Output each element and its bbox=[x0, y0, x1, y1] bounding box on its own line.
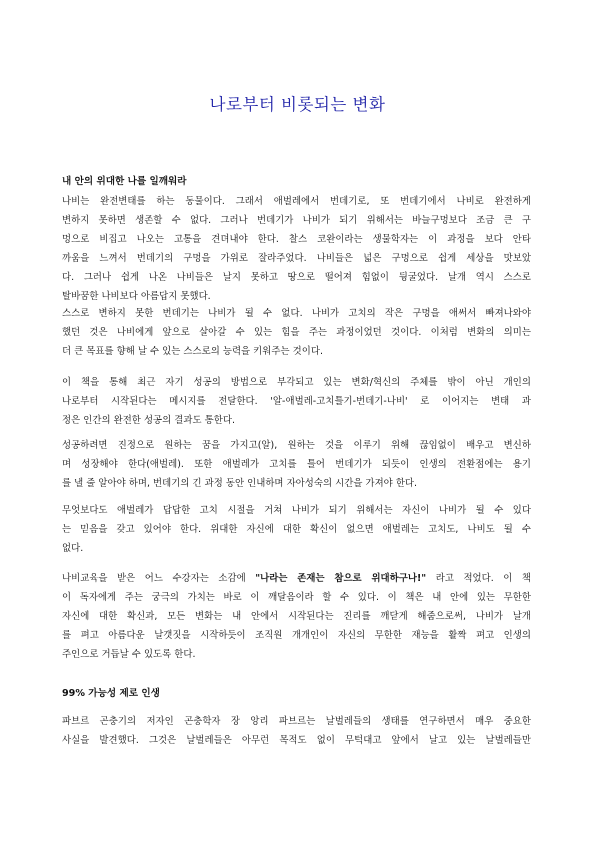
section-heading: 99% 가능성 제로 인생 bbox=[62, 688, 160, 699]
text-line: 자신에 대한 확신과, 모든 변화는 내 안에서 시작된다는 진리를 깨닫게 해줌으로써, 나비가 날개 bbox=[62, 611, 531, 622]
text-line: 다. 그러나 쉽게 나온 나비들은 날지 못하고 땅으로 떨어져 힘없이 뒹굴었다. 날개 역시 스스로 bbox=[62, 272, 531, 283]
text-line: 없다. bbox=[62, 543, 84, 554]
text-line: 나비교육을 받은 어느 수강자는 소감에 "나라는 존재는 참으로 위대하구나!" 라고 적었다. 이 책 bbox=[62, 573, 531, 584]
text-line: 했던 것은 나비에게 앞으로 살아갈 수 있는 힘을 주는 과정이었던 것이다. 이처럼 변화의 의미는 bbox=[62, 327, 531, 338]
text-line: 며 성장해야 한다(애벌레). 또한 애벌레가 고치를 틀어 번데기가 되듯이 인생의 전환점에는 용기 bbox=[62, 459, 531, 470]
text-line: 탈바꿈한 나비보다 아름답지 못했다. bbox=[62, 291, 211, 302]
text-line: 스스로 변하지 못한 번데기는 나비가 될 수 없다. 나비가 고치의 작은 구멍을 애써서 빠져나와야 bbox=[62, 308, 531, 319]
text-line: 이 책을 통해 최근 자기 성공의 방법으로 부각되고 있는 변화/혁신의 주체를 밖이 아닌 개인의 bbox=[62, 377, 531, 388]
paragraph bbox=[62, 712, 531, 750]
emphasized-quote: "나라는 존재는 참으로 위대하구나!" bbox=[255, 573, 427, 584]
paragraph bbox=[62, 569, 531, 664]
text-line: 이 독자에게 주는 궁극의 가치는 바로 이 깨달음이라 할 수 있다. 이 책은 내 안에 있는 무한한 bbox=[62, 592, 531, 603]
text-line: 까움을 느껴서 번데기의 구멍을 가위로 잘라주었다. 나비들은 넓은 구멍으로 쉽게 세상을 맛보았 bbox=[62, 253, 531, 264]
text-line: 멍으로 비집고 나오는 고통을 견뎌내야 한다. 찰스 코완이라는 생물학자는 이 과정을 보다 안타 bbox=[62, 234, 531, 245]
paragraph bbox=[62, 192, 531, 306]
text-line: 주인으로 거듭날 수 있도록 한다. bbox=[62, 649, 196, 660]
text-line: 더 큰 목표를 향해 날 수 있는 스스로의 능력을 키워주는 것이다. bbox=[62, 346, 323, 357]
text-line: 나비는 완전변태를 하는 동물이다. 그래서 애벌레에서 번데기로, 또 번데기에서 나비로 완전하게 bbox=[62, 196, 531, 207]
text-line: 를 낼 줄 알아야 하며, 번데기의 긴 과정 동안 인내하며 자아성숙의 시간을 가져야 한다. bbox=[62, 478, 418, 489]
paragraph bbox=[62, 436, 531, 493]
section-heading: 내 안의 위대한 나를 일깨워라 bbox=[62, 176, 187, 187]
text-line: 성공하려면 진정으로 원하는 꿈을 가지고(알), 원하는 것을 이루기 위해 끊임없이 배우고 변신하 bbox=[62, 440, 531, 451]
paragraph bbox=[62, 304, 531, 361]
text-line: 는 믿음을 갖고 있어야 한다. 위대한 자신에 대한 확신이 없으면 애벌레는 고치도, 나비도 될 수 bbox=[62, 524, 531, 535]
text-line: 나로부터 시작된다는 메시지를 전달한다. '알-애벌레-고치틀기-번데기-나비' 로 이어지는 변태 과 bbox=[62, 396, 531, 407]
text-line: 사실을 발견했다. 그것은 날벌레들은 아무런 목적도 없이 무턱대고 앞에서 날고 있는 날벌레들만 bbox=[62, 735, 531, 746]
paragraph bbox=[62, 501, 531, 558]
text-line: 무엇보다도 애벌레가 답답한 고치 시절을 거쳐 나비가 되기 위해서는 자신이 나비가 될 수 있다 bbox=[62, 505, 531, 516]
text-line: 정은 인간의 완전한 성공의 결과도 통한다. bbox=[62, 415, 235, 426]
document-title: 나로부터 비롯되는 변화 bbox=[209, 95, 386, 114]
text-line: 파브르 곤충기의 저자인 곤충학자 장 앙리 파브르는 날벌레들의 생태를 연구하면서 매우 중요한 bbox=[62, 716, 531, 727]
paragraph bbox=[62, 373, 531, 430]
text-line: 변하지 못하면 생존할 수 없다. 그러나 번데기가 나비가 되기 위해서는 바늘구멍보다 조금 큰 구 bbox=[62, 215, 531, 226]
text-line: 를 펴고 아름다운 날갯짓을 시작하듯이 조직원 개개인이 자신의 무한한 재능을 활짝 펴고 인생의 bbox=[62, 630, 531, 641]
